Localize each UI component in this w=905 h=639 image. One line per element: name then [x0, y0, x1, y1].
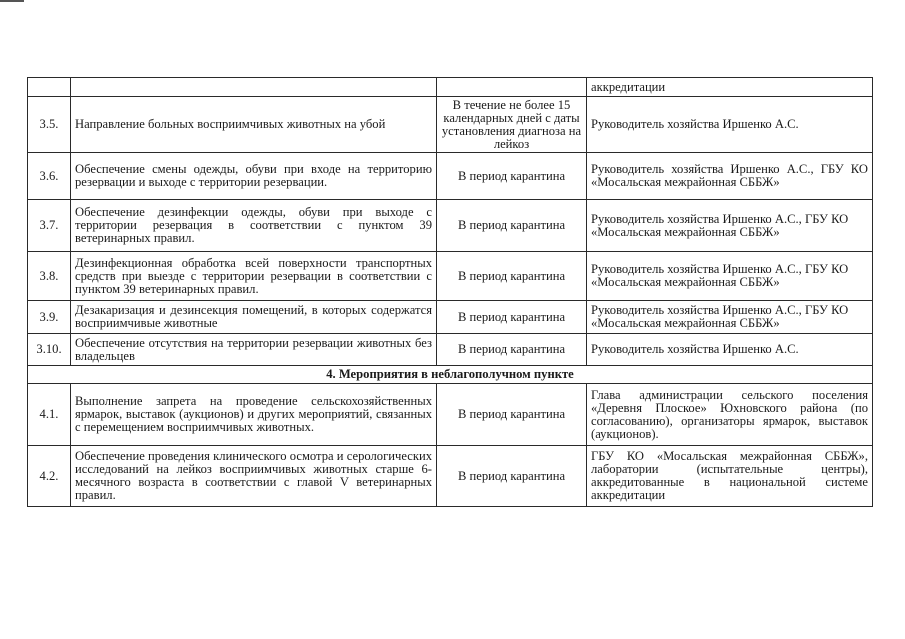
table-row	[28, 200, 873, 252]
cell-num: 4.1.	[28, 384, 71, 446]
cell-responsible: Руководитель хозяйства Иршенко А.С., ГБУ КО «Мосальская межрайонная СББЖ»	[587, 301, 873, 334]
cell-term: В период карантина	[437, 252, 587, 301]
cell-responsible: аккредитации	[587, 78, 873, 97]
cell-responsible: Руководитель хозяйства Иршенко А.С., ГБУ КО «Мосальская межрайонная СББЖ»	[587, 252, 873, 301]
cell-task	[71, 78, 437, 97]
cell-num: 3.6.	[28, 153, 71, 200]
cell-term	[437, 78, 587, 97]
cell-responsible: Руководитель хозяйства Иршенко А.С., ГБУ КО «Мосальская межрайонная СББЖ»	[587, 153, 873, 200]
cell-num: 4.2.	[28, 446, 71, 507]
table-row	[28, 252, 873, 301]
table-row	[28, 334, 873, 366]
cell-num	[28, 78, 71, 97]
table-row	[28, 153, 873, 200]
table-row-continuation	[28, 78, 873, 97]
cell-responsible: Глава администрации сельского поселения «Деревня Плоское» Юхновского района (по согласованию), организаторы ярмарок, выставок (аукционов).	[587, 384, 873, 446]
table-row	[28, 446, 873, 507]
cell-task: Обеспечение отсутствия на территории резервации животных без владельцев	[71, 334, 437, 366]
cell-term: В период карантина	[437, 384, 587, 446]
cell-num: 3.7.	[28, 200, 71, 252]
cell-num: 3.8.	[28, 252, 71, 301]
cell-num: 3.5.	[28, 97, 71, 153]
cell-term: В период карантина	[437, 334, 587, 366]
cell-task: Направление больных восприимчивых животных на убой	[71, 97, 437, 153]
cell-term: В течение не более 15 календарных дней с даты установления диагноза на лейкоз	[437, 97, 587, 153]
cell-task: Обеспечение проведения клинического осмотра и серологических исследований на лейкоз восприимчивых животных старше 6-месячного возраста в соответствии с главой V ветеринарных правил.	[71, 446, 437, 507]
table-row	[28, 301, 873, 334]
cell-term: В период карантина	[437, 200, 587, 252]
cell-responsible: Руководитель хозяйства Иршенко А.С., ГБУ КО «Мосальская межрайонная СББЖ»	[587, 200, 873, 252]
cell-term: В период карантина	[437, 301, 587, 334]
measures-table	[27, 77, 873, 507]
scan-corner-mark	[0, 0, 24, 2]
cell-task: Дезинфекционная обработка всей поверхности транспортных средств при выезде с территории резервации в соответствии с пунктом 39 ветеринарных правил.	[71, 252, 437, 301]
cell-responsible: Руководитель хозяйства Иршенко А.С.	[587, 334, 873, 366]
cell-term: В период карантина	[437, 153, 587, 200]
cell-responsible: Руководитель хозяйства Иршенко А.С.	[587, 97, 873, 153]
section-title: 4. Мероприятия в неблагополучном пункте	[28, 366, 873, 384]
cell-task: Обеспечение дезинфекции одежды, обуви при выходе с территории резервация в соответствии с пунктом 39 ветеринарных правил.	[71, 200, 437, 252]
cell-task: Обеспечение смены одежды, обуви при входе на территорию резервации и выходе с территории резервации.	[71, 153, 437, 200]
section-header-row	[28, 366, 873, 384]
cell-num: 3.9.	[28, 301, 71, 334]
cell-responsible: ГБУ КО «Мосальская межрайонная СББЖ», лаборатории (испытательные центры), аккредитованные в национальной системе аккредитации	[587, 446, 873, 507]
table-row	[28, 384, 873, 446]
table-row	[28, 97, 873, 153]
cell-num: 3.10.	[28, 334, 71, 366]
cell-task: Дезакаризация и дезинсекция помещений, в которых содержатся восприимчивые животные	[71, 301, 437, 334]
cell-term: В период карантина	[437, 446, 587, 507]
cell-task: Выполнение запрета на проведение сельскохозяйственных ярмарок, выставок (аукционов) и других мероприятий, связанных с перемещением восприимчивых животных.	[71, 384, 437, 446]
